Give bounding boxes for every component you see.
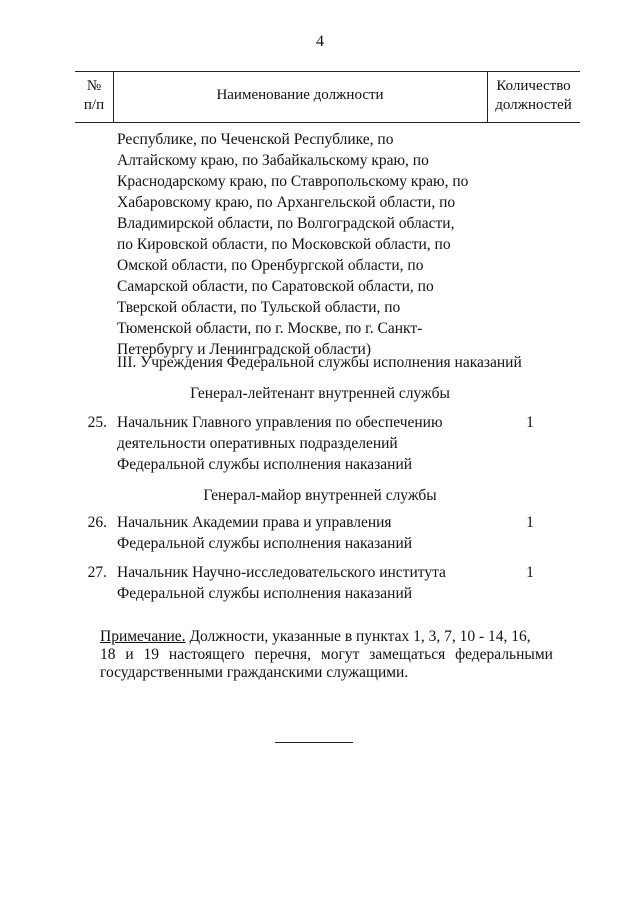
header-number-column — [75, 77, 113, 115]
continued-text-line: Владимирской области, по Волгоградской области, — [117, 215, 455, 232]
row-position-line: Федеральной службы исполнения наказаний — [117, 535, 413, 552]
row-position-line: Начальник Главного управления по обеспечению — [117, 414, 443, 431]
row-position-line: Начальник Академии права и управления — [117, 514, 392, 531]
header-count-line: Количество — [496, 78, 571, 94]
rank-heading: Генерал-лейтенант внутренней службы — [190, 385, 450, 402]
note-paragraph — [100, 628, 580, 682]
row-position-line: Федеральной службы исполнения наказаний — [117, 456, 413, 473]
continued-text-line: Тверской области, по Тульской области, по — [117, 299, 401, 316]
note-line: государственными гражданскими служащими. — [100, 664, 409, 681]
header-count-column — [487, 77, 580, 115]
continued-text-line: Самарской области, по Саратовской области, по — [117, 278, 434, 295]
continued-text-line: Хабаровскому краю, по Архангельской области, по — [117, 194, 456, 211]
continued-text-line: Алтайскому краю, по Забайкальскому краю, по — [117, 152, 429, 169]
row-position-line: деятельности оперативных подразделений — [117, 435, 398, 452]
header-number-line: № — [86, 78, 102, 94]
continued-text-line: Краснодарскому краю, по Ставропольскому краю, по — [117, 173, 469, 190]
note-label: Примечание. — [100, 628, 186, 645]
continued-text-line: Республике, по Чеченской Республике, по — [117, 131, 394, 148]
row-position-line: Начальник Научно-исследовательского института — [117, 564, 446, 581]
header-count-line: должностей — [495, 97, 572, 113]
continued-text-line: по Кировской области, по Московской области, по — [117, 236, 451, 253]
continued-text-line: Омской области, по Оренбургской области, по — [117, 257, 424, 274]
page-number: 4 — [316, 33, 324, 50]
note-line — [100, 628, 580, 646]
row-number: 25. — [87, 414, 107, 431]
row-position-line: Федеральной службы исполнения наказаний — [117, 585, 413, 602]
header-bottom-rule — [75, 122, 580, 123]
continued-text-line: Тюменской области, по г. Москве, по г. Санкт- — [117, 320, 423, 337]
rank-heading: Генерал-майор внутренней службы — [203, 487, 437, 504]
header-position-name: Наименование должности — [216, 87, 384, 103]
section-title: III. Учреждения Федеральной службы исполнения наказаний — [117, 354, 522, 371]
header-top-rule — [75, 71, 580, 72]
table-header — [75, 71, 580, 123]
row-number: 26. — [87, 514, 107, 531]
note-line: 18 и 19 настоящего перечня, могут замещаться федеральными — [100, 646, 553, 663]
closing-divider — [275, 742, 353, 743]
row-count: 1 — [526, 514, 534, 531]
note-text: Должности, указанные в пунктах 1, 3, 7, 10 - 14, 16, — [185, 628, 531, 645]
row-count: 1 — [526, 564, 534, 581]
continued-text-line: Петербургу и Ленинградской области) — [117, 341, 371, 358]
row-number: 27. — [87, 564, 107, 581]
header-number-line: п/п — [83, 97, 105, 113]
row-count: 1 — [526, 414, 534, 431]
